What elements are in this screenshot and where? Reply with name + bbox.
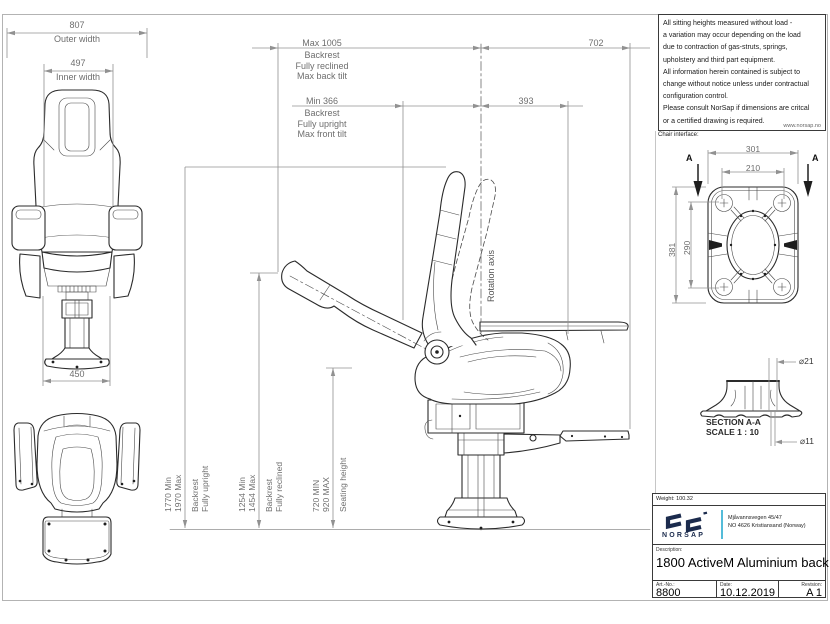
dim-seating-height: 720 MIN 920 MAX Seating height <box>311 457 348 512</box>
dim-max-reclined-value: Max 1005 <box>302 38 342 48</box>
front-view-drawing <box>12 90 142 369</box>
top-view-drawing <box>14 414 140 565</box>
date-value: 10.12.2019 <box>720 587 776 599</box>
dim-height-reclined: 1254 Min 1454 Max Backrest Fully reclined <box>237 461 284 512</box>
dim-max-reclined-lines: Backrest Fully reclined Max back tilt <box>295 50 349 81</box>
rotation-axis-label: Rotation axis <box>486 249 496 302</box>
side-view-dimension-lines <box>183 43 650 528</box>
note-line: due to contraction of gas-struts, springs, <box>663 44 788 52</box>
dim-inner-width-label: Inner width <box>55 72 101 82</box>
notes-box <box>658 14 826 131</box>
section-marker-a-right: A <box>812 153 819 163</box>
title-block <box>652 493 829 599</box>
art-no-value: 8800 <box>656 587 681 599</box>
side-view-drawing <box>170 44 650 530</box>
dia-11-label: ⌀11 <box>800 436 814 446</box>
dim-min-upright-value: Min 366 <box>305 96 339 106</box>
section-scale: SCALE 1 : 10 <box>706 427 759 437</box>
dim-inner-width-value: 497 <box>70 58 86 68</box>
weight-field: Weight: 100.32 <box>653 494 825 506</box>
brand-name: NORSAP <box>662 532 706 539</box>
art-no-label: Art.-No.: <box>656 582 675 588</box>
dim-393-value: 393 <box>518 96 534 106</box>
description-block <box>653 545 829 581</box>
dim-outer-width-value: 807 <box>69 20 85 30</box>
dim-height-upright: 1770 Min 1970 Max Backrest Fully upright <box>163 465 210 512</box>
note-line: a variation may occur depending on the load <box>663 32 801 40</box>
dim-outer-width-label: Outer width <box>53 34 101 44</box>
dia-21-label: ⌀21 <box>799 356 814 366</box>
chair-interface-drawing <box>708 187 798 303</box>
logo-divider <box>721 510 723 539</box>
section-title: SECTION A-A <box>706 417 761 427</box>
revision-cell <box>778 581 825 597</box>
note-line: change without notice unless under contractual <box>663 81 809 89</box>
title-block-bottom-row <box>653 581 825 597</box>
section-marker-a-left: A <box>686 153 693 163</box>
dim-381-value: 381 <box>667 242 677 257</box>
norsap-logo-icon <box>663 509 709 533</box>
dim-min-upright-lines: Backrest Fully upright Max front tilt <box>297 108 347 139</box>
art-no-cell <box>653 581 716 597</box>
dim-301-value: 301 <box>745 144 761 154</box>
chair-interface-label: Chair interface: <box>658 132 699 138</box>
note-line: upholstery and third part equipment. <box>663 56 776 64</box>
dim-702-value: 702 <box>588 38 604 48</box>
revision-value: A 1 <box>806 587 822 599</box>
note-line: configuration control. <box>663 93 728 101</box>
note-line: All sitting heights measured without load - <box>663 20 793 27</box>
note-line: Please consult NorSap if dimensions are critcal <box>663 105 810 113</box>
dim-210-value: 210 <box>745 163 761 173</box>
date-cell <box>716 581 778 597</box>
description-value: 1800 ActiveM Aluminium back <box>656 555 829 570</box>
dim-base-width-value: 450 <box>69 369 85 379</box>
description-label: Description: <box>656 547 683 553</box>
dim-290-value: 290 <box>682 240 692 255</box>
logo-block <box>653 506 825 545</box>
company-address: Mjåvannsvegen 45/47 NO 4626 Kristiansand (Norway) <box>728 515 806 529</box>
section-aa-drawing <box>701 381 802 417</box>
date-label: Date: <box>720 582 732 588</box>
website-link: www.norsap.no <box>783 123 821 129</box>
revision-label: Revision: <box>801 582 822 588</box>
note-line: All information herein contained is subject to <box>663 68 800 76</box>
note-line: or a certified drawing is required. <box>663 117 765 125</box>
